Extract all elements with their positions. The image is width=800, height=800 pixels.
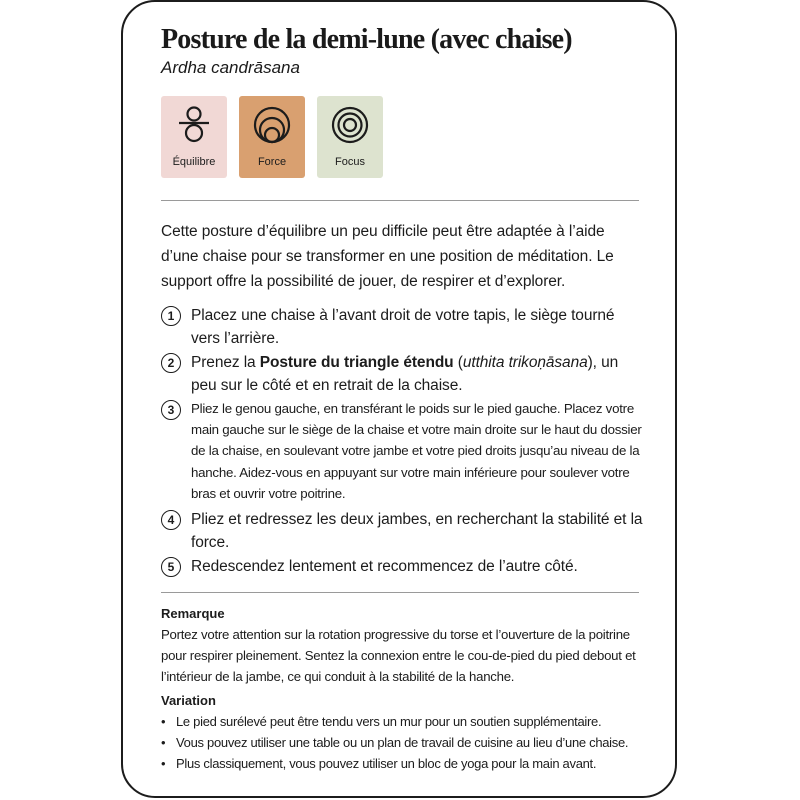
badge-label: Focus — [335, 156, 365, 168]
step-number: 5 — [161, 557, 181, 577]
list-item: • Plus classiquement, vous pouvez utiliser un bloc de yoga pour la main avant. — [161, 753, 651, 774]
list-item: • Vous pouvez utiliser une table ou un plan de travail de cuisine au lieu d’une chaise. — [161, 732, 651, 753]
variation-heading: Variation — [161, 693, 216, 708]
badge-label: Équilibre — [172, 156, 216, 168]
step-5 — [161, 555, 647, 578]
pose-title: Posture de la demi-lune (avec chaise) — [161, 24, 572, 55]
divider — [161, 200, 639, 201]
badge-focus — [317, 96, 383, 178]
target-icon — [330, 103, 370, 149]
step-text: Pliez et redressez les deux jambes, en recherchant la stabilité et la force. — [191, 511, 643, 551]
step-text: Prenez la Posture du triangle étendu (utthita trikoṇāsana), un peu sur le côté et en retrait de la chaise. — [191, 354, 619, 394]
step-3 — [161, 398, 647, 504]
step-text: Redescendez lentement et recommencez de l’autre côté. — [191, 558, 578, 575]
pose-sanskrit-name: Ardha candrāsana — [161, 58, 300, 77]
pose-reference: Posture du triangle étendu — [259, 354, 454, 371]
step-number: 3 — [161, 400, 181, 420]
benefit-badges — [161, 96, 383, 178]
step-number: 1 — [161, 306, 181, 326]
pose-reference-sanskrit: utthita trikoṇāsana — [462, 354, 588, 371]
step-4 — [161, 508, 647, 554]
badge-equilibre — [161, 96, 227, 178]
step-number: 2 — [161, 353, 181, 373]
step-text: Placez une chaise à l’avant droit de votre tapis, le siège tourné vers l’arrière. — [191, 307, 615, 347]
intro-paragraph: Cette posture d’équilibre un peu difficile peut être adaptée à l’aide d’une chaise pour se transformer en une position de méditation. Le support offre la possibilité de jouer, de respirer et d’explorer. — [161, 223, 614, 290]
remark-text: Portez votre attention sur la rotation progressive du torse et l’ouverture de la poitrine pour respirer pleinement. Sentez la connexion entre le cou-de-pied du pied debout et l’intérieur de la jambe, ce qui conduit à la stabilité de la hanche. — [161, 627, 636, 684]
step-text: Pliez le genou gauche, en transférant le poids sur le pied gauche. Placez votre main gauche sur le siège de la chaise et votre main droite sur le haut du dossier de la chaise, en soulevant votre jambe et votre pied droits jusqu’au niveau de la hanche. Aidez-vous en appuyant sur votre main inférieure pour soulever votre bras et ouvrir votre poitrine. — [191, 401, 642, 501]
step-2 — [161, 351, 647, 397]
balance-icon — [174, 103, 214, 149]
step-1 — [161, 304, 647, 350]
list-item: • Le pied surélevé peut être tendu vers un mur pour un soutien supplémentaire. — [161, 711, 651, 732]
remark-heading: Remarque — [161, 606, 225, 621]
step-number: 4 — [161, 510, 181, 530]
pose-card — [121, 0, 677, 798]
variation-list — [161, 711, 651, 774]
divider — [161, 592, 639, 593]
badge-force — [239, 96, 305, 178]
force-circles-icon — [252, 103, 292, 149]
badge-label: Force — [257, 156, 287, 168]
